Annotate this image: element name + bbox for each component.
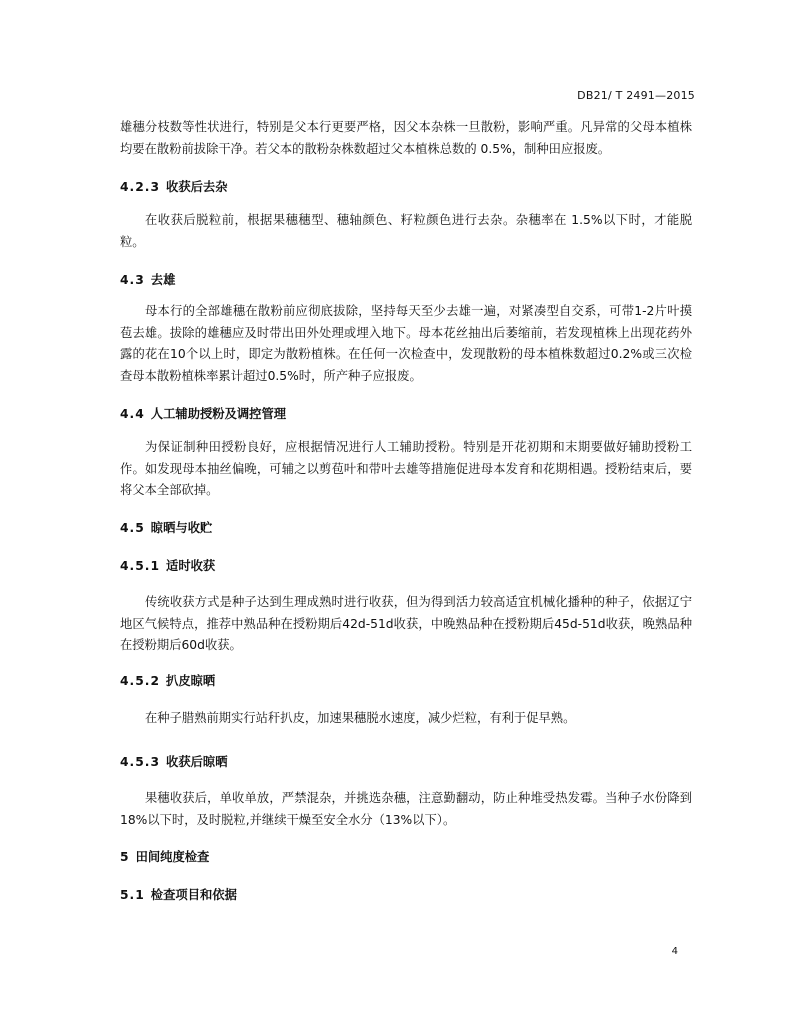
paragraph-4-3: 母本行的全部雄穗在散粉前应彻底拔除，坚持每天至少去雄一遍，对紧凑型自交系，可带1-2片叶摸苞去雄。拔除的雄穗应及时带出田外处理或埋入地下。母本花丝抽出后萎缩前，若发现植株上出现花药外露的花在10个以上时，即定为散粉植株。在任何一次检查中，发现散粉的母本植株数超过0.2%或三次检查母本散粉植株率累计超过0.5%时，所产种子应报废。 — [120, 304, 692, 383]
heading-4-5-3 — [120, 752, 228, 770]
heading-title: 收获后去杂 — [166, 180, 228, 194]
heading-number: 4.5 — [120, 521, 145, 535]
heading-5 — [120, 847, 209, 865]
heading-4-5-1 — [120, 556, 215, 574]
document-code: DB21/ T 2491—2015 — [577, 89, 695, 102]
page-number: 4 — [671, 946, 678, 957]
heading-title: 人工辅助授粉及调控管理 — [150, 407, 287, 421]
heading-4-4 — [120, 404, 286, 422]
heading-number: 4.2.3 — [120, 180, 161, 194]
heading-4-5-2 — [120, 671, 215, 689]
heading-number: 5.1 — [120, 888, 145, 902]
heading-number: 4.5.3 — [120, 755, 161, 769]
heading-4-5 — [120, 518, 212, 536]
heading-title: 扒皮晾晒 — [166, 674, 216, 688]
heading-title: 田间纯度检查 — [135, 850, 210, 864]
paragraph-4-5-2: 在种子腊熟前期实行站秆扒皮，加速果穗脱水速度，减少烂粒，有利于促早熟。 — [145, 711, 576, 725]
paragraph-4-4: 为保证制种田授粉良好，应根据情况进行人工辅助授粉。特别是开花初期和末期要做好辅助授粉工作。如发现母本抽丝偏晚，可辅之以剪苞叶和带叶去雄等措施促进母本发育和花期相遇。授粉结束后，要将父本全部砍掉。 — [120, 440, 692, 497]
heading-title: 晾晒与收贮 — [150, 521, 213, 535]
heading-title: 去雄 — [150, 273, 176, 287]
heading-title: 适时收获 — [166, 559, 216, 573]
paragraph-4-5-1: 传统收获方式是种子达到生理成熟时进行收获，但为得到活力较高适宜机械化播种的种子，依据辽宁地区气候特点，推荐中熟品种在授粉期后42d-51d收获，中晚熟品种在授粉期后45d-51d收获，晚熟品种在授粉期后60d收获。 — [120, 595, 692, 652]
heading-4-2-3 — [120, 177, 228, 195]
heading-number: 4.5.1 — [120, 559, 161, 573]
heading-number: 5 — [120, 850, 130, 864]
heading-5-1 — [120, 885, 237, 903]
heading-title: 检查项目和依据 — [150, 888, 237, 902]
heading-number: 4.4 — [120, 407, 145, 421]
paragraph-4-5-3: 果穗收获后，单收单放，严禁混杂，并挑选杂穗，注意勤翻动，防止种堆受热发霉。当种子水份降到18%以下时，及时脱粒,并继续干燥至安全水分（13%以下）。 — [120, 791, 692, 827]
heading-4-3 — [120, 270, 175, 288]
paragraph-continuation: 雄穗分枝数等性状进行，特别是父本行更要严格，因父本杂株一旦散粉，影响严重。凡异常的父母本植株均要在散粉前拔除干净。若父本的散粉杂株数超过父本植株总数的 0.5%，制种田应报废。 — [120, 120, 692, 156]
heading-title: 收获后晾晒 — [166, 755, 228, 769]
heading-number: 4.5.2 — [120, 674, 161, 688]
heading-number: 4.3 — [120, 273, 145, 287]
paragraph-4-2-3: 在收获后脱粒前，根据果穗穗型、穗轴颜色、籽粒颜色进行去杂。杂穗率在 1.5%以下时，才能脱粒。 — [120, 213, 692, 249]
